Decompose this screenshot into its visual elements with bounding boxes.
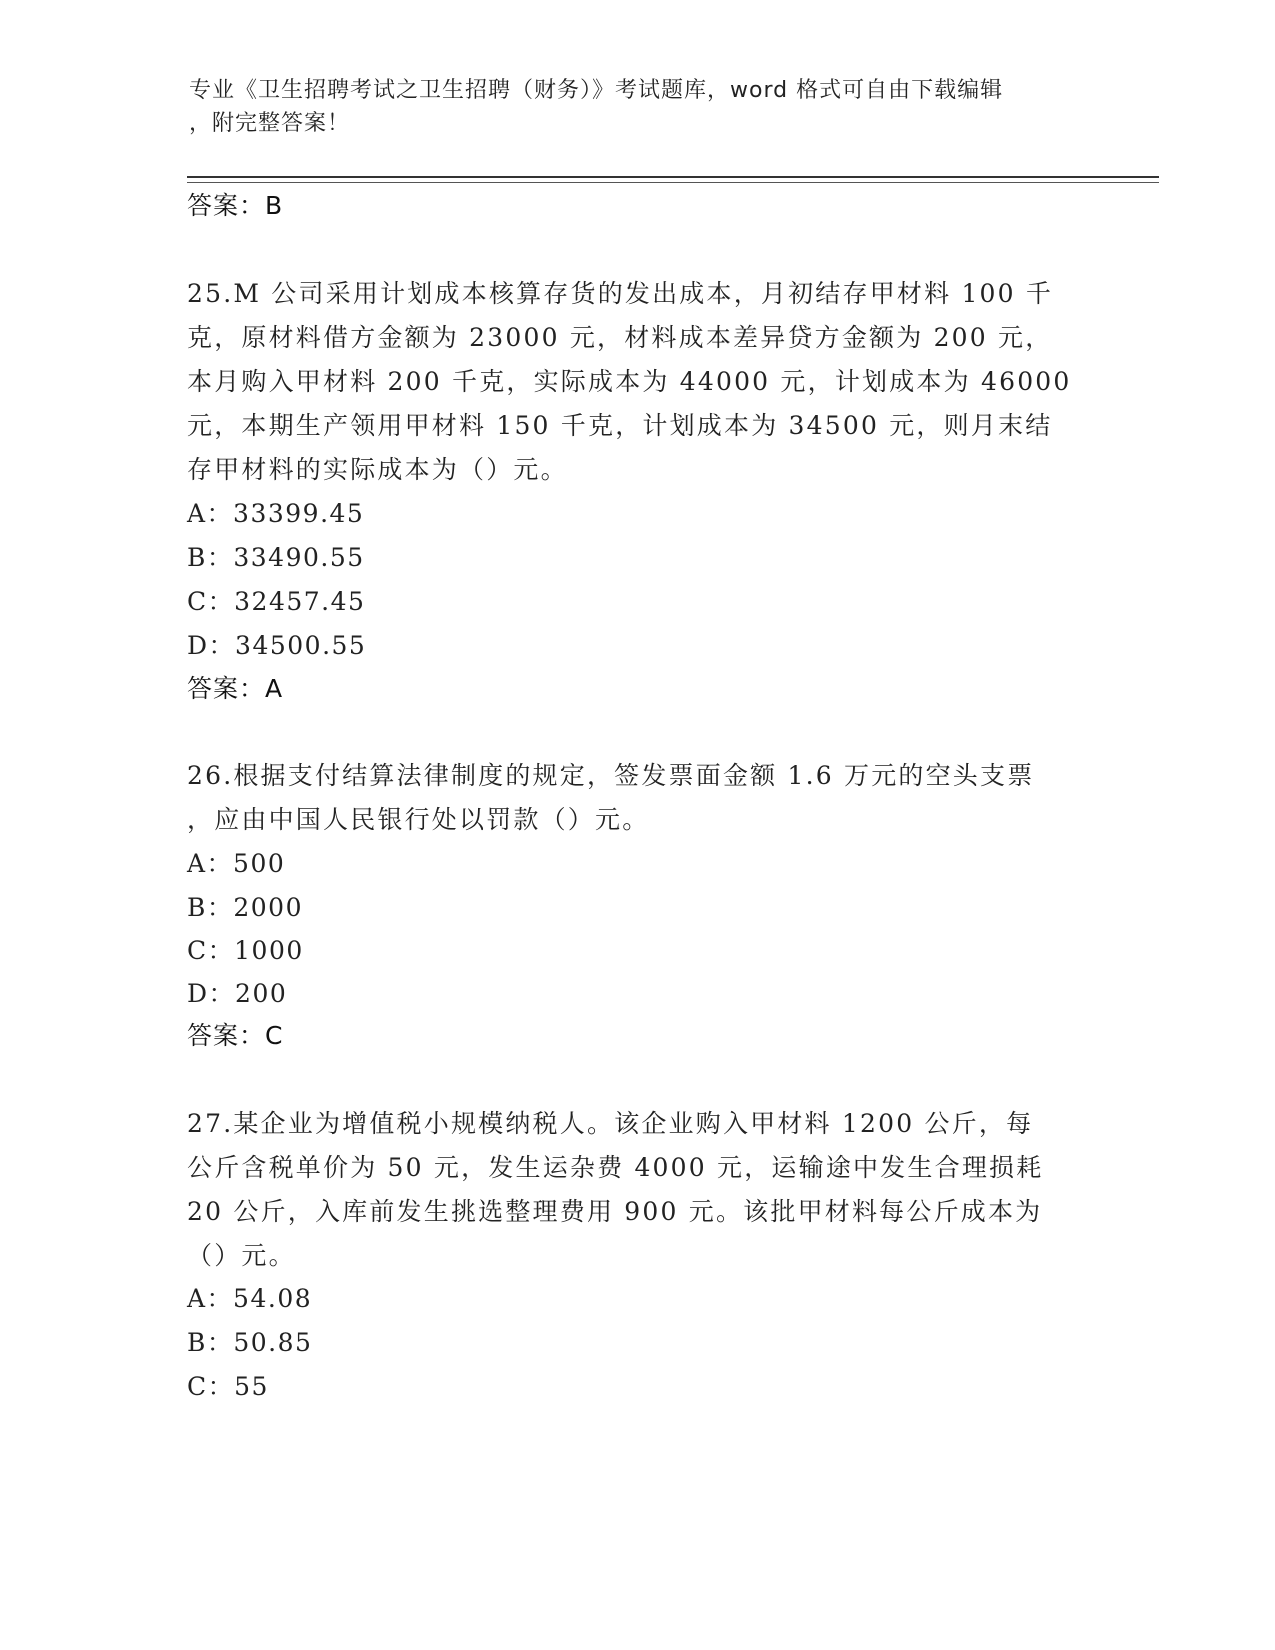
q27-text-line: 公斤含税单价为 50 元，发生运杂费 4000 元，运输途中发生合理损耗	[187, 1153, 1044, 1182]
q26-option-a: A：500	[187, 849, 286, 878]
q26-text-line: ，应由中国人民银行处以罚款（）元。	[187, 805, 650, 834]
q27-text-line: 27.某企业为增值税小规模纳税人。该企业购入甲材料 1200 公斤，每	[187, 1109, 1034, 1138]
q25-option-a: A：33399.45	[187, 499, 365, 528]
q25-option-b: B：33490.55	[187, 543, 365, 572]
page-header	[189, 74, 1089, 140]
previous-answer: 答案：B	[187, 191, 284, 220]
q25-text-line: 存甲材料的实际成本为（）元。	[187, 455, 568, 484]
q27-option-a: A：54.08	[187, 1284, 313, 1313]
q25-text-line: 25.M 公司采用计划成本核算存货的发出成本，月初结存甲材料 100 千	[187, 279, 1054, 308]
q25-option-c: C：32457.45	[187, 587, 366, 616]
q27-option-b: B：50.85	[187, 1328, 313, 1357]
q26-text-line: 26.根据支付结算法律制度的规定，签发票面金额 1.6 万元的空头支票	[187, 761, 1035, 790]
q25-text-line: 克，原材料借方金额为 23000 元，材料成本差异贷方金额为 200 元，	[187, 323, 1053, 352]
q26-answer: 答案：C	[187, 1021, 284, 1050]
header-line-2: ，附完整答案！	[189, 111, 351, 136]
q25-option-d: D：34500.55	[187, 631, 367, 660]
q27-text-line: （）元。	[187, 1241, 296, 1270]
q27-option-c: C：55	[187, 1372, 269, 1401]
header-divider-thick	[187, 176, 1159, 178]
q25-answer: 答案：A	[187, 674, 284, 703]
q26-option-c: C：1000	[187, 936, 304, 965]
q25-text-line: 本月购入甲材料 200 千克，实际成本为 44000 元，计划成本为 46000	[187, 367, 1072, 396]
q26-option-d: D：200	[187, 979, 288, 1008]
q27-text-line: 20 公斤，入库前发生挑选整理费用 900 元。该批甲材料每公斤成本为	[187, 1197, 1043, 1226]
header-divider-thin	[187, 182, 1159, 183]
q25-text-line: 元，本期生产领用甲材料 150 千克，计划成本为 34500 元，则月末结	[187, 411, 1053, 440]
header-line-1: 专业《卫生招聘考试之卫生招聘（财务）》考试题库，word 格式可自由下载编辑	[189, 78, 1004, 103]
q26-option-b: B：2000	[187, 893, 303, 922]
